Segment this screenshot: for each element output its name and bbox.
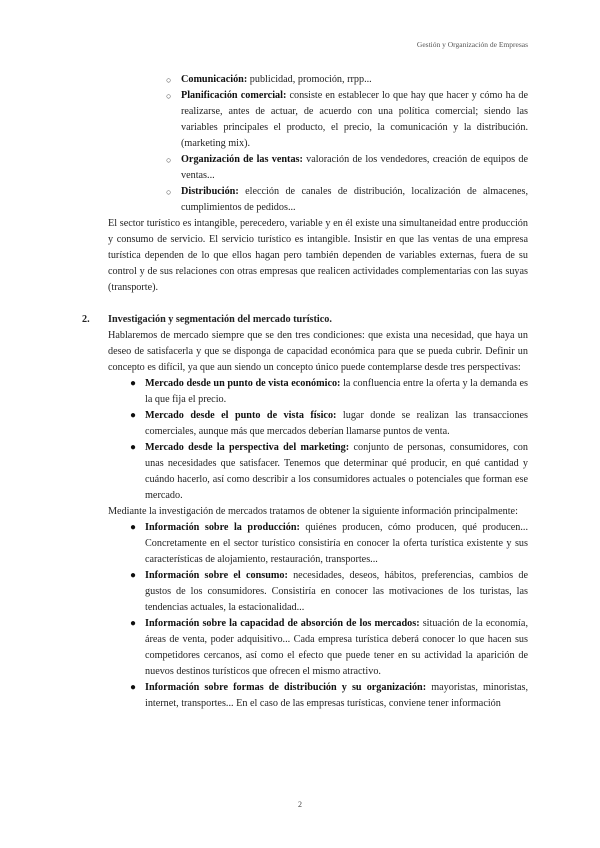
item-text: la confluencia entre la oferta y la demanda es la que fija el precio.	[145, 378, 528, 405]
list-item	[108, 72, 528, 88]
item-label: Distribución:	[181, 186, 239, 197]
info-intro: Mediante la investigación de mercados tratamos de obtener la siguiente información principalmente:	[108, 506, 518, 517]
item-label: Información sobre el consumo:	[145, 570, 288, 581]
paragraph-sector: El sector turístico es intangible, perecedero, variable y en él existe una simultaneidad entre producción y consumo de servicio. El servicio turístico es intangible. Insistir en que las ventas de una empresa turística dependen de lo que ellos hagan pero también dependen de variables externas, fuera de su control y de sus relaciones con otras empresas que realicen actividades complementarias con las suyas (transporte).	[108, 218, 528, 293]
bullet-icon: ●	[130, 378, 137, 389]
item-label: Mercado desde el punto de vista físico:	[145, 410, 337, 421]
running-header: Gestión y Organización de Empresas	[416, 40, 528, 49]
item-text: valoración de los vendedores, creación de equipos de ventas...	[181, 154, 529, 181]
bullet-icon: ●	[130, 522, 137, 533]
circle-bullet-icon: ○	[166, 91, 172, 101]
item-text: situación de la economía, áreas de venta, poder adquisitivo... Cada empresa turística deberá conocer lo que hacen sus competidores cercanos, así como el efecto que puede tener en su actividad la aparición de nuevos destinos turísticos que ofrecen el mismo atractivo.	[145, 618, 528, 677]
item-text: conjunto de personas, consumidores, con unas necesidades que satisfacer. Tenemos que determinar qué producir, en qué cantidad y cuándo hacerlo, así como describir a los consumidores actuales o potenciales que forman ese mercado.	[145, 442, 528, 501]
circle-bullet-icon: ○	[166, 187, 172, 197]
bullet-icon: ●	[130, 442, 137, 453]
page-content	[82, 72, 529, 712]
item-text: mayoristas, minoristas, internet, transportes... En el caso de las empresas turísticas, conviene tener información	[145, 682, 528, 709]
item-text: elección de canales de distribución, localización de almacenes, cumplimientos de pedidos...	[181, 186, 528, 213]
list-item	[108, 568, 528, 616]
list-item	[108, 616, 528, 680]
item-text: consiste en establecer lo que hay que hacer y cómo ha de realizarse, antes de actuar, de acuerdo con una política comercial; siendo las variables principales el producto, el precio, la comunicación y la distribución. (marketing mix).	[181, 90, 528, 149]
section-heading	[82, 312, 528, 328]
list-item	[108, 520, 528, 568]
circle-bullet-icon: ○	[166, 75, 172, 85]
item-label: Mercado desde un punto de vista económico:	[145, 378, 341, 389]
item-text: necesidades, deseos, hábitos, preferencias, cambios de gustos de los consumidores. Consistiría en conocer las motivaciones de los turistas, las tendencias actuales, la estacionalidad...	[145, 570, 528, 613]
section-title: Investigación y segmentación del mercado turístico.	[108, 314, 332, 325]
list-item	[108, 152, 528, 184]
list-item	[108, 440, 528, 504]
item-label: Organización de las ventas:	[181, 154, 303, 165]
item-label: Información sobre formas de distribución y su organización:	[145, 682, 427, 693]
item-text: quiénes producen, cómo producen, qué producen... Concretamente en el sector turístico consistiría en conocer la oferta turística existente y sus características de alojamiento, restauración, transportes...	[145, 522, 528, 565]
list-item	[108, 680, 528, 712]
section-2	[82, 312, 528, 712]
page-number: 2	[298, 800, 302, 809]
list-item	[108, 88, 528, 152]
top-sub-list	[108, 72, 528, 216]
bullet-icon: ●	[130, 410, 137, 421]
item-label: Planificación comercial:	[181, 90, 287, 101]
section-number: 2.	[82, 314, 90, 325]
item-label: Información sobre la producción:	[145, 522, 300, 533]
section-intro: Hablaremos de mercado siempre que se den tres condiciones: que exista una necesidad, que haya un deseo de satisfacerla y que se disponga de capacidad económica para que se pueda cubrir. Definir un concepto es difícil, ya que aun siendo un concepto único puede contemplarse desde tres perspectivas:	[108, 330, 528, 373]
list-item	[108, 408, 528, 440]
perspectives-list	[108, 376, 528, 504]
bullet-icon: ●	[130, 570, 137, 581]
circle-bullet-icon: ○	[166, 155, 172, 165]
info-list	[108, 520, 528, 712]
list-item	[108, 376, 528, 408]
bullet-icon: ●	[130, 618, 137, 629]
bullet-icon: ●	[130, 682, 137, 693]
item-text: publicidad, promoción, rrpp...	[247, 74, 372, 85]
list-item	[108, 184, 528, 216]
item-label: Comunicación:	[181, 74, 248, 85]
item-text: lugar donde se realizan las transacciones comerciales, aunque más que mercados deberían llamarse puntos de venta.	[145, 410, 528, 437]
item-label: Información sobre la capacidad de absorción de los mercados:	[145, 618, 420, 629]
item-label: Mercado desde la perspectiva del marketing:	[145, 442, 350, 453]
